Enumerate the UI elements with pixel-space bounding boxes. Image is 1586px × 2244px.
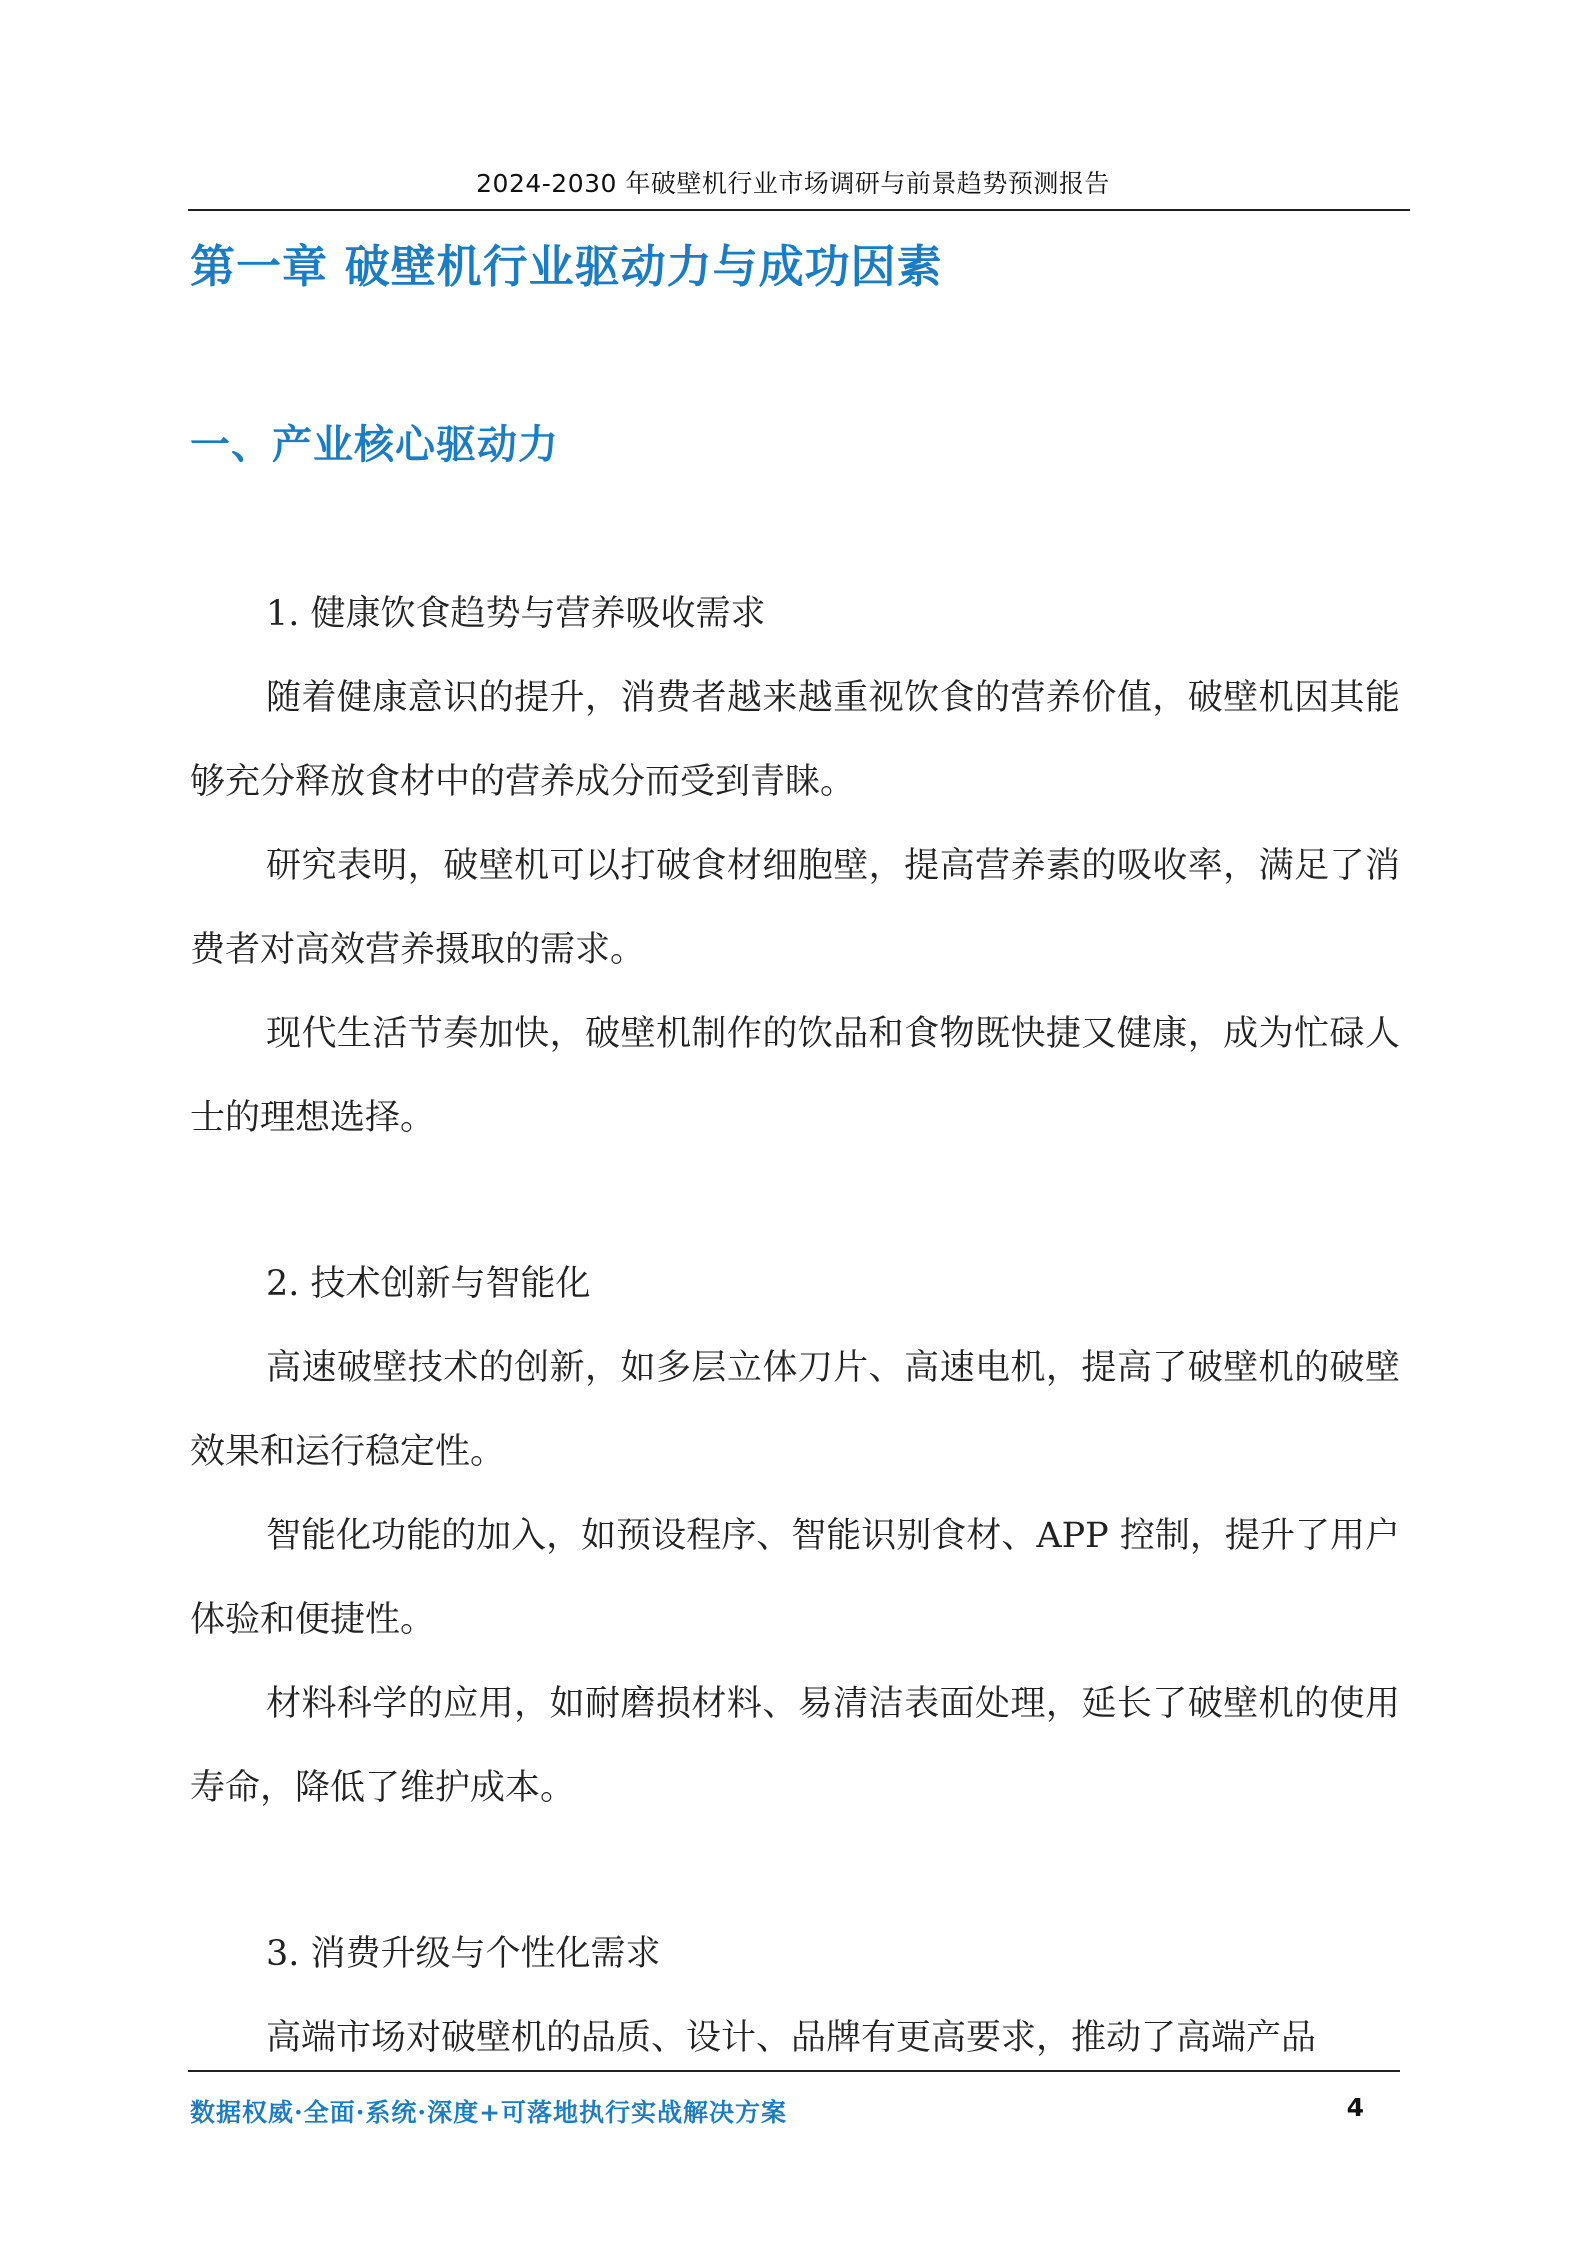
chapter-title: 第一章 破壁机行业驱动力与成功因素 <box>190 240 943 293</box>
page-number: 4 <box>1346 2093 1364 2122</box>
paragraph: 随着健康意识的提升，消费者越来越重视饮食的营养价值，破壁机因其能够充分释放食材中的营养成分而受到青睐。 <box>190 678 1400 802</box>
footer-divider <box>188 2070 1400 2072</box>
paragraph: 高端市场对破壁机的品质、设计、品牌有更高要求，推动了高端产品 <box>266 2018 1317 2058</box>
paragraph: 高速破壁技术的创新，如多层立体刀片、高速电机，提高了破壁机的破壁效果和运行稳定性。 <box>190 1348 1400 1472</box>
paragraph: 智能化功能的加入，如预设程序、智能识别食材、APP 控制，提升了用户体验和便捷性。 <box>190 1516 1400 1640</box>
item-heading-1: 1. 健康饮食趋势与营养吸收需求 <box>266 594 766 634</box>
header-divider <box>188 209 1410 211</box>
item-heading-3: 3. 消费升级与个性化需求 <box>266 1934 661 1974</box>
page-header-title: 2024-2030 年破壁机行业市场调研与前景趋势预测报告 <box>476 169 1110 198</box>
paragraph: 现代生活节奏加快，破壁机制作的饮品和食物既快捷又健康，成为忙碌人士的理想选择。 <box>190 1014 1400 1138</box>
section-title: 一、产业核心驱动力 <box>190 422 559 468</box>
footer-slogan: 数据权威·全面·系统·深度+可落地执行实战解决方案 <box>190 2098 788 2127</box>
item-heading-2: 2. 技术创新与智能化 <box>266 1264 591 1304</box>
paragraph: 研究表明，破壁机可以打破食材细胞壁，提高营养素的吸收率，满足了消费者对高效营养摄取的需求。 <box>190 846 1400 970</box>
paragraph: 材料科学的应用，如耐磨损材料、易清洁表面处理，延长了破壁机的使用寿命，降低了维护成本。 <box>190 1684 1400 1808</box>
